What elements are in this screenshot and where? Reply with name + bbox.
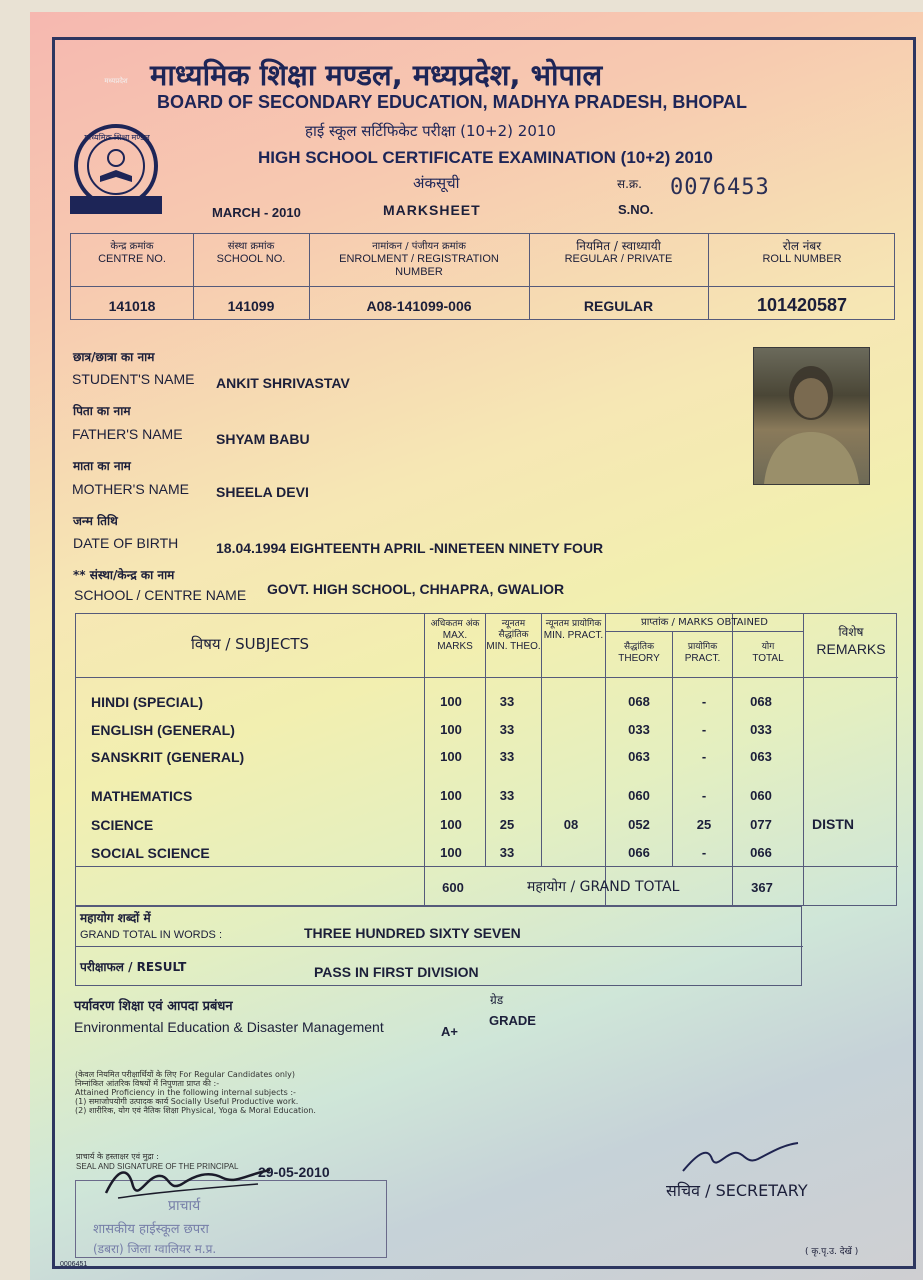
theory-marks: 068	[628, 694, 650, 709]
max-marks: 100	[440, 722, 462, 737]
marksheet-title-hindi: अंकसूची	[413, 174, 460, 192]
student-name-label-hindi: छात्र/छात्रा का नाम	[73, 350, 155, 364]
roll-number-value: 101420587	[756, 295, 848, 315]
subject-name: MATHEMATICS	[91, 788, 193, 804]
total-marks: 077	[750, 817, 772, 832]
env-grade-value: A+	[441, 1024, 458, 1039]
min-theory: 33	[499, 694, 515, 709]
env-education-label: Environmental Education & Disaster Management	[74, 1019, 384, 1035]
school-name-label: SCHOOL / CENTRE NAME	[74, 587, 247, 603]
grand-total-words-label: GRAND TOTAL IN WORDS :	[80, 929, 222, 941]
practical-marks: -	[701, 788, 707, 803]
centre-no-value: 141018	[108, 298, 156, 314]
centre-no-header: केन्द्र क्रमांक CENTRE NO.	[98, 241, 166, 265]
remarks-value: DISTN	[812, 816, 854, 832]
exam-title-english: HIGH SCHOOL CERTIFICATE EXAMINATION (10+2) 2010	[258, 148, 713, 167]
stamp-principal: प्राचार्य	[168, 1198, 201, 1214]
max-marks: 100	[440, 845, 462, 860]
subject-name: SANSKRIT (GENERAL)	[91, 749, 245, 765]
theory-marks: 033	[628, 722, 650, 737]
min-theory: 33	[499, 845, 515, 860]
max-marks: 100	[440, 817, 462, 832]
issue-date: 29-05-2010	[258, 1164, 330, 1180]
grade-label-hindi: ग्रेड	[490, 993, 504, 1007]
practical-marks: 25	[696, 817, 712, 832]
total-marks: 063	[750, 749, 772, 764]
grade-label: GRADE	[489, 1013, 536, 1028]
principal-signature-icon	[98, 1148, 278, 1208]
student-photo	[753, 347, 870, 485]
result-value: PASS IN FIRST DIVISION	[314, 964, 479, 980]
mother-name: SHEELA DEVI	[216, 484, 309, 500]
secretary-label: सचिव / SECRETARY	[666, 1181, 808, 1200]
max-marks: 100	[440, 788, 462, 803]
dob-label-hindi: जन्म तिथि	[73, 514, 118, 528]
mother-name-label: MOTHER'S NAME	[72, 481, 190, 497]
subject-name: ENGLISH (GENERAL)	[91, 722, 235, 738]
subject-name: SCIENCE	[91, 817, 154, 833]
secretary-signature-icon	[678, 1133, 803, 1178]
student-name: ANKIT SHRIVASTAV	[216, 375, 350, 391]
env-education-label-hindi: पर्यावरण शिक्षा एवं आपदा प्रबंधन	[74, 999, 233, 1014]
serial-label: S.NO.	[618, 202, 654, 217]
total-marks: 066	[750, 845, 772, 860]
total-marks: 068	[750, 694, 772, 709]
practical-marks: -	[701, 722, 707, 737]
grand-total-words: THREE HUNDRED SIXTY SEVEN	[304, 925, 521, 941]
marksheet-title: MARKSHEET	[383, 202, 481, 218]
school-name-label-hindi: ** संस्था/केन्द्र का नाम	[73, 568, 175, 582]
student-name-label: STUDENT'S NAME	[72, 371, 195, 387]
board-title-english: BOARD OF SECONDARY EDUCATION, MADHYA PRADESH, BHOPAL	[157, 92, 748, 112]
exam-session: MARCH - 2010	[212, 205, 301, 220]
person-silhouette-icon	[754, 348, 869, 484]
regular-private-value: REGULAR	[583, 298, 654, 314]
regular-private-header: नियमित / स्वाध्यायी REGULAR / PRIVATE	[564, 239, 673, 265]
theory-marks: 063	[628, 749, 650, 764]
stamp-district: (डबरा) जिला ग्वालियर म.प्र.	[93, 1242, 217, 1256]
practical-header: प्रायोगिक PRACT.	[684, 642, 721, 664]
school-no-header: संस्था क्रमांक SCHOOL NO.	[216, 241, 286, 265]
stamp-school: शासकीय हाईस्कूल छपरा	[93, 1222, 209, 1237]
principal-seal-label-hindi: प्राचार्य के हस्ताक्षर एवं मुद्रा :	[76, 1152, 159, 1161]
min-theory: 25	[499, 817, 515, 832]
father-name-label: FATHER'S NAME	[72, 426, 183, 442]
enrolment-value: A08-141099-006	[366, 298, 472, 314]
theory-marks: 066	[628, 845, 650, 860]
grand-total-label: महायोग / GRAND TOTAL	[527, 879, 680, 895]
seal-ring-text: माध्यमिक शिक्षा मण्डल	[84, 133, 150, 142]
enrolment-header: नामांकन / पंजीयन क्रमांक ENROLMENT / REGISTRATION NUMBER	[339, 241, 499, 278]
pto-note: ( कृ.पृ.उ. देखें )	[805, 1247, 859, 1257]
subjects-header: विषय / SUBJECTS	[190, 635, 310, 653]
min-theory: 33	[499, 749, 515, 764]
serial-label-hindi: स.क्र.	[617, 177, 642, 191]
total-marks: 033	[750, 722, 772, 737]
max-marks: 100	[440, 694, 462, 709]
marks-obtained-header: प्राप्तांक / MARKS OBTAINED	[641, 617, 768, 628]
mother-name-label-hindi: माता का नाम	[73, 459, 131, 473]
practical-marks: -	[701, 694, 707, 709]
subject-name: SOCIAL SCIENCE	[91, 845, 210, 861]
min-theory: 33	[499, 788, 515, 803]
exam-title-hindi: हाई स्कूल सर्टिफिकेट परीक्षा (10+2) 2010	[305, 122, 556, 140]
father-name: SHYAM BABU	[216, 431, 310, 447]
min-practical: 08	[563, 817, 579, 832]
theory-marks: 060	[628, 788, 650, 803]
board-title-hindi: माध्यमिक शिक्षा मण्डल, मध्यप्रदेश, भोपाल	[150, 58, 603, 92]
date-of-birth: 18.04.1994 EIGHTEENTH APRIL -NINETEEN NINETY FOUR	[216, 540, 604, 556]
min-theory: 33	[499, 722, 515, 737]
school-no-value: 141099	[227, 298, 275, 314]
practical-marks: -	[701, 845, 707, 860]
max-marks-header: अधिकतम अंक MAX. MARKS	[430, 619, 480, 652]
seal-banner-text: मध्यप्रदेश	[104, 78, 128, 85]
registration-table	[70, 233, 895, 320]
dob-label: DATE OF BIRTH	[73, 535, 179, 551]
max-marks: 100	[440, 749, 462, 764]
min-practical-header: न्यूनतम प्रायोगिक MIN. PRACT.	[543, 619, 604, 641]
theory-header: सैद्धांतिक THEORY	[618, 642, 660, 664]
remarks-header: विशेष REMARKS	[816, 625, 886, 657]
school-name: GOVT. HIGH SCHOOL, CHHAPRA, GWALIOR	[267, 581, 565, 597]
grand-total-words-label-hindi: महायोग शब्दों में	[80, 911, 151, 925]
grand-total-value: 367	[751, 880, 773, 895]
serial-number: 0076453	[670, 175, 770, 200]
grand-max-marks: 600	[442, 880, 464, 895]
principal-seal-label: SEAL AND SIGNATURE OF THE PRINCIPAL	[76, 1162, 239, 1171]
min-theory-header: न्यूनतम सैद्धांतिक MIN. THEO.	[486, 619, 541, 652]
print-code: 0006451	[60, 1261, 88, 1268]
subject-name: HINDI (SPECIAL)	[91, 694, 203, 710]
internal-subjects-note: (केवल नियमित परीक्षार्थियों के लिए For Regular Candidates only) निम्नांकित आंतरिक विषयों में निपुणता प्राप्त की :- Attained Proficiency in the following internal subjects :- (1) समाजोपयोगी उत्पादक कार्य Socially Useful Productive work. (2) शारीरिक, योग एवं नैतिक शिक्षा Physical, Yoga & Moral Education.	[75, 1070, 316, 1115]
result-label: परीक्षाफल / RESULT	[80, 960, 187, 974]
practical-marks: -	[701, 749, 707, 764]
theory-marks: 052	[628, 817, 650, 832]
father-name-label-hindi: पिता का नाम	[73, 404, 131, 418]
total-marks: 060	[750, 788, 772, 803]
roll-number-header: रोल नंबर ROLL NUMBER	[762, 239, 842, 265]
total-header: योग TOTAL	[752, 642, 784, 664]
